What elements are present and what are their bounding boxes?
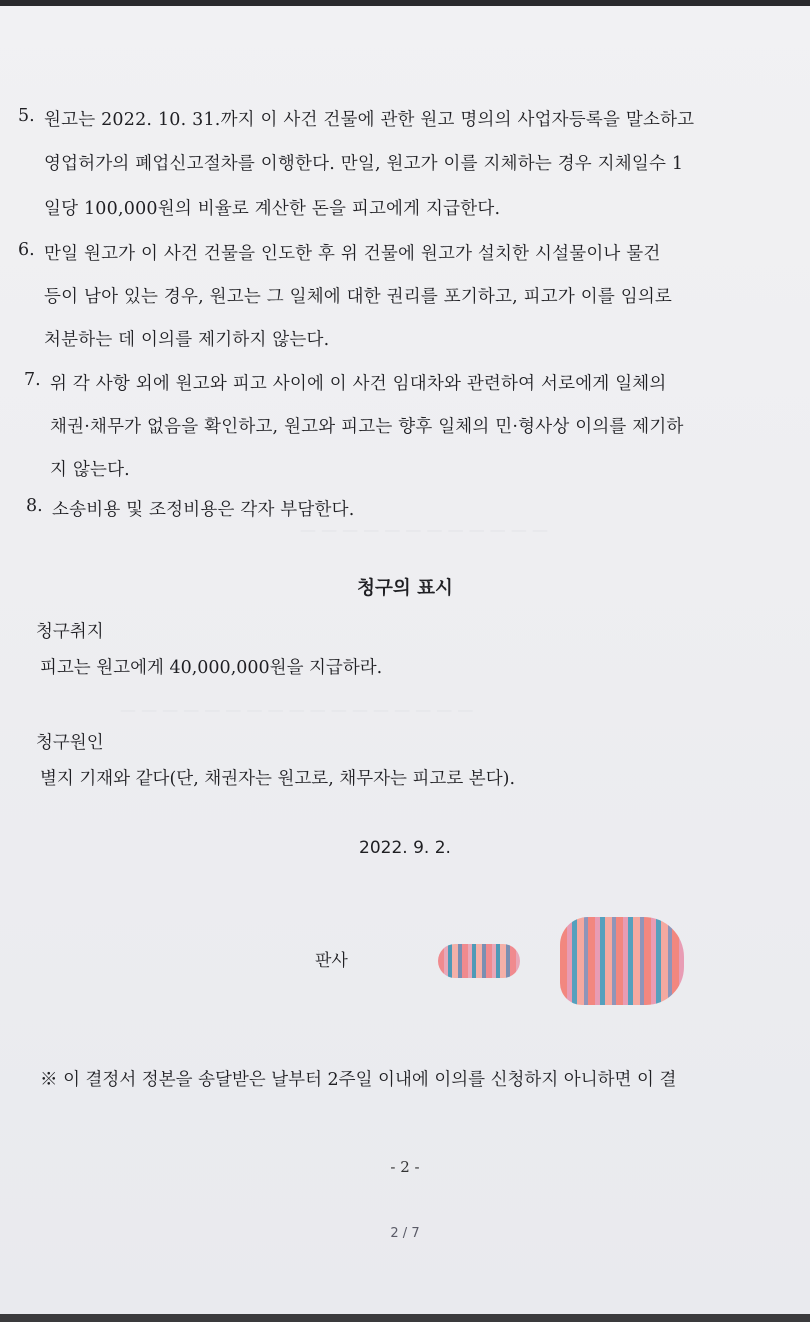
item-line: 원고는 2022. 10. 31.까지 이 사건 건물에 관한 원고 명의의 사업자등록을 말소하고 [44,110,695,130]
item-number: 7. [24,370,41,390]
page-number: - 2 - [390,1158,420,1176]
item-number: 6. [18,240,35,260]
notice-text: ※ 이 결정서 정본을 송달받은 날부터 2주일 이내에 이의를 신청하지 아니하면 이 결 [40,1070,677,1090]
item-line: 위 각 사항 외에 원고와 피고 사이에 이 사건 임대차와 관련하여 서로에게 일체의 [50,374,667,394]
bleed-through-text: — — — — — — — — — — — — — — — — — [120,700,474,719]
claim-cause-label: 청구원인 [36,733,104,753]
item-line: 채권·채무가 없음을 확인하고, 원고와 피고는 향후 일체의 민·형사상 이의를 제기하 [50,417,684,437]
item-line: 등이 남아 있는 경우, 원고는 그 일체에 대한 권리를 포기하고, 피고가 이를 임의로 [44,287,673,307]
claim-purpose-label: 청구취지 [36,622,104,642]
item-number: 5. [18,106,35,126]
item-line: 만일 원고가 이 사건 건물을 인도한 후 위 건물에 원고가 설치한 시설물이나 물건 [44,244,661,264]
judge-label: 판사 [315,951,348,971]
item-line: 소송비용 및 조정비용은 각자 부담한다. [52,500,355,520]
top-edge [0,0,810,6]
claim-section-title: 청구의 표시 [357,578,453,599]
viewer-page-indicator: 2 / 7 [390,1226,420,1241]
item-line: 영업허가의 폐업신고절차를 이행한다. 만일, 원고가 이를 지체하는 경우 지체일수 1 [44,154,684,174]
item-line: 지 않는다. [50,460,130,480]
claim-purpose-text: 피고는 원고에게 40,000,000원을 지급하라. [40,658,383,678]
redacted-seal [560,917,684,1005]
decision-date: 2022. 9. 2. [359,838,451,858]
redacted-judge-name [438,944,520,978]
claim-cause-text: 별지 기재와 같다(단, 채권자는 원고로, 채무자는 피고로 본다). [40,769,516,789]
item-line: 처분하는 데 이의를 제기하지 않는다. [44,330,330,350]
bleed-through-text: — — — — — — — — — — — — [300,520,548,539]
item-line: 일당 100,000원의 비율로 계산한 돈을 피고에게 지급한다. [44,199,501,219]
item-number: 8. [26,496,43,516]
